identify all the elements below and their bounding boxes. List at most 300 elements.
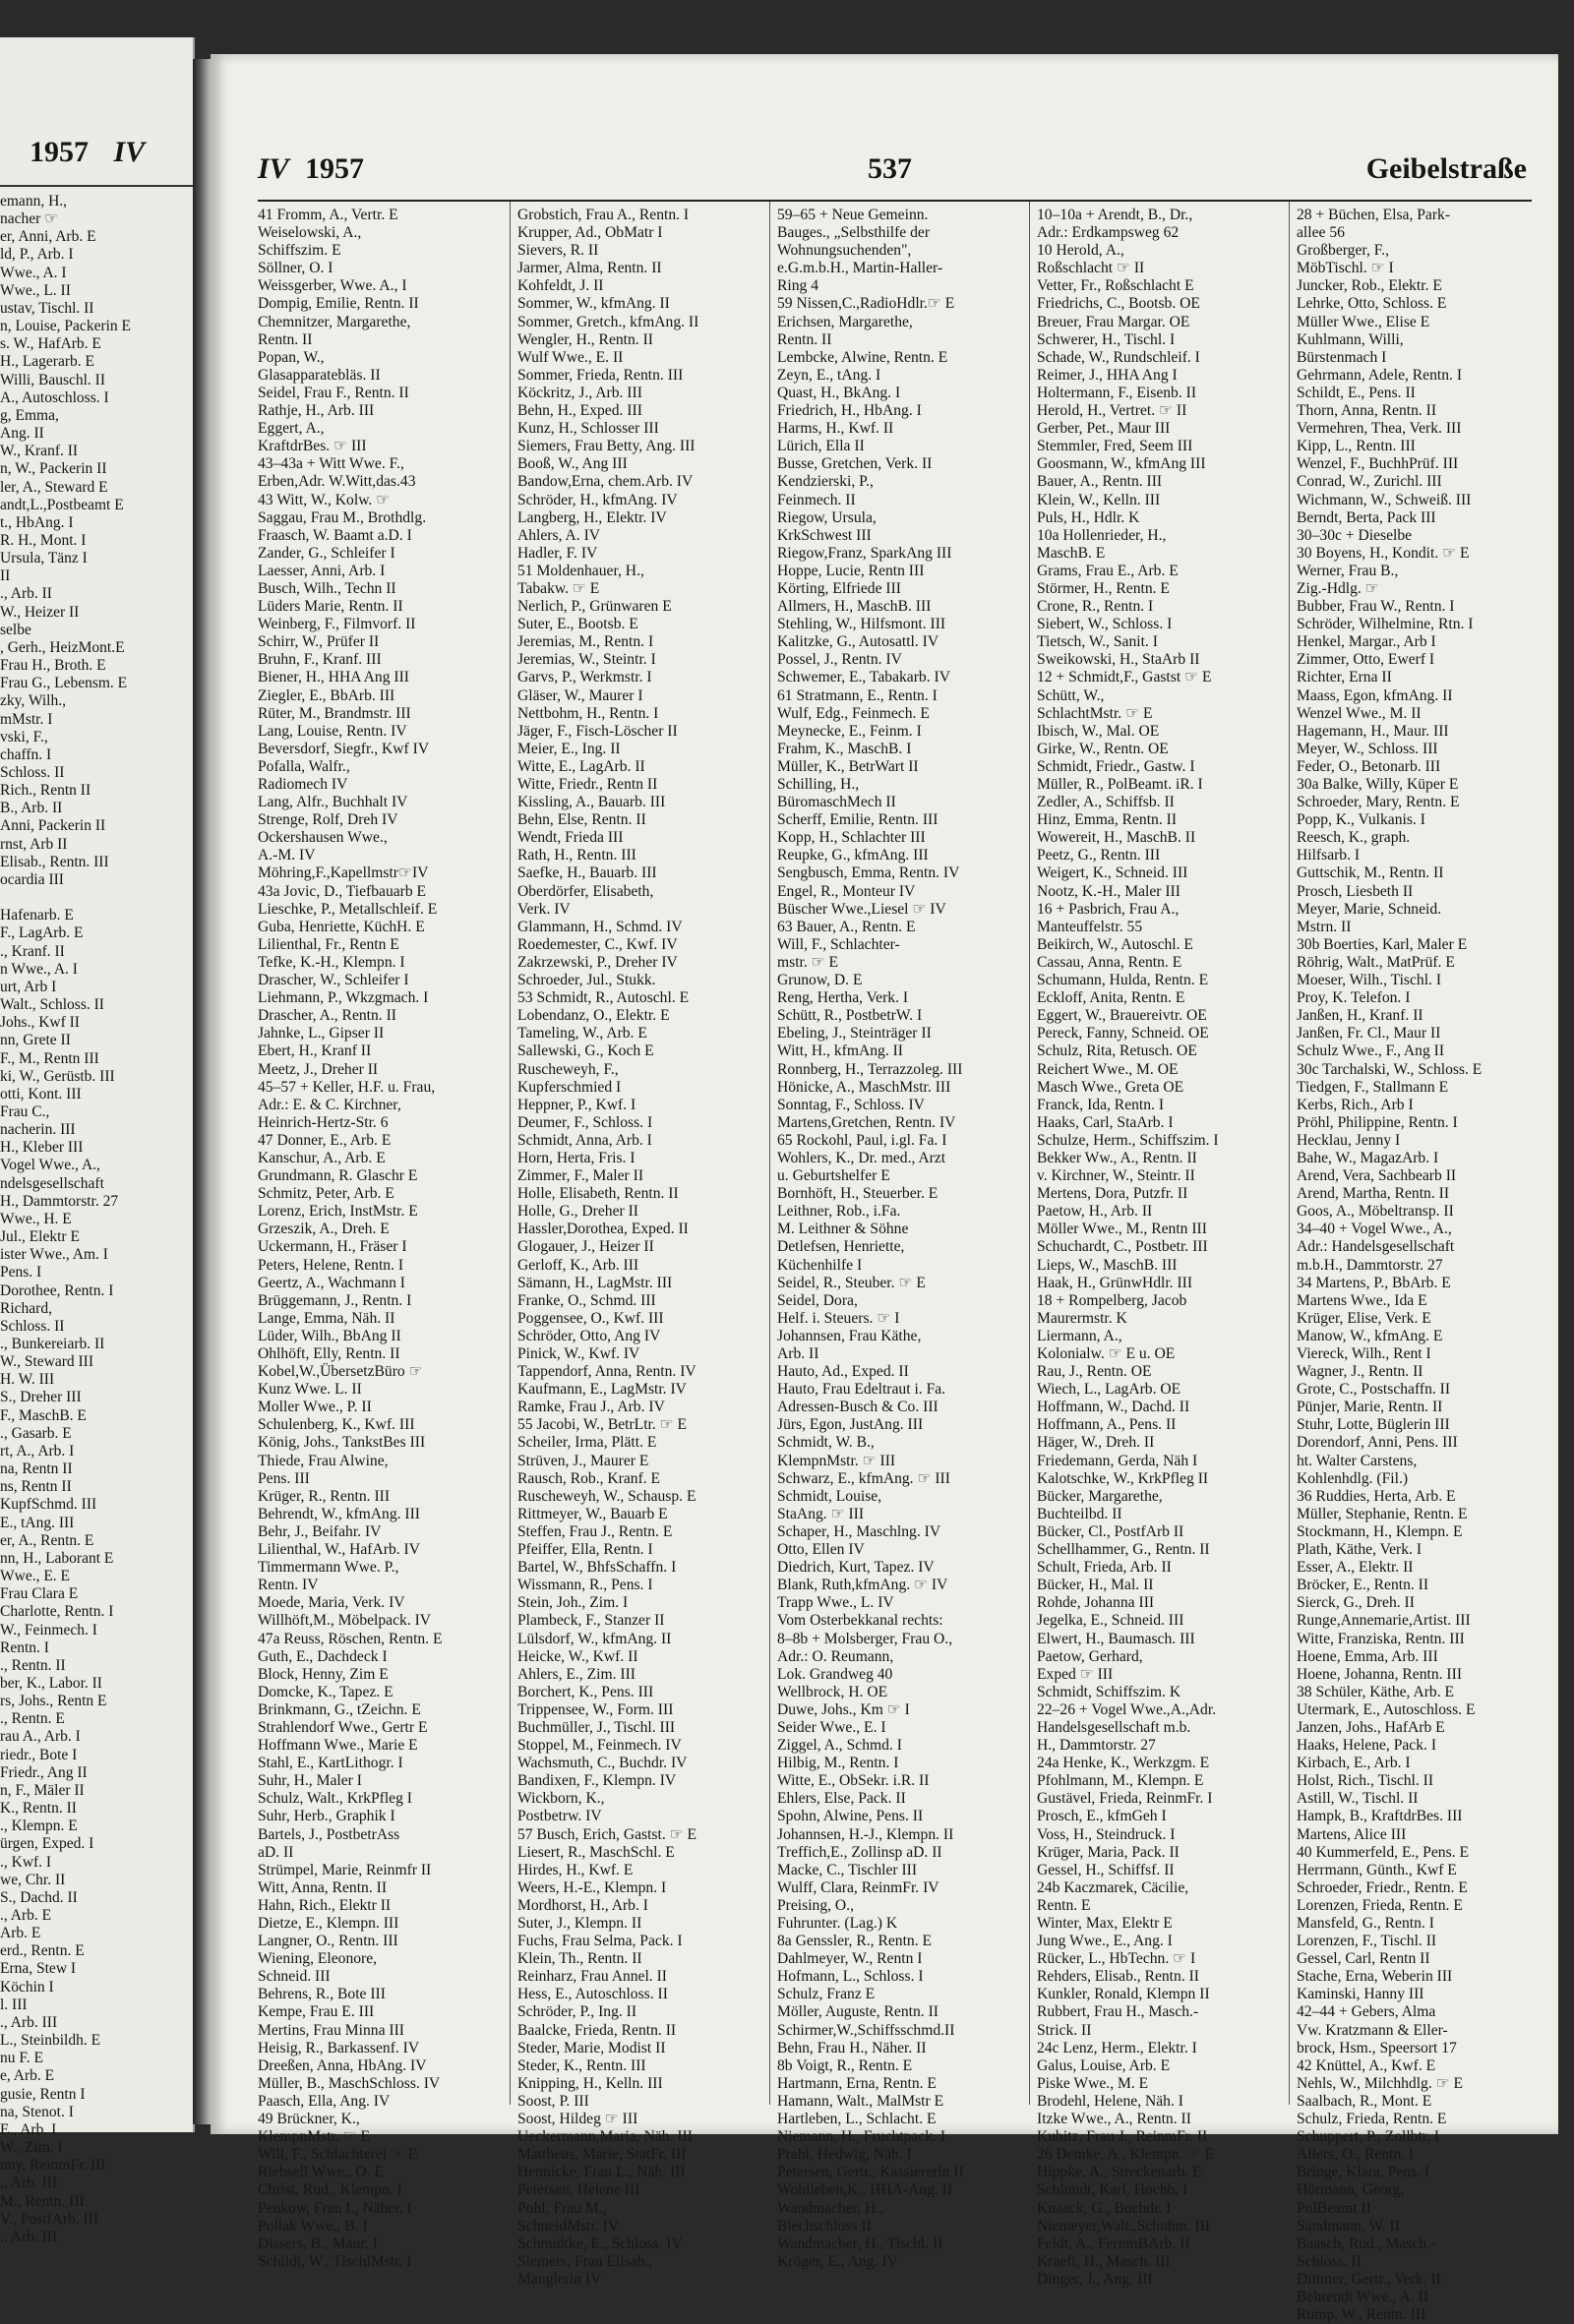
directory-entry: 63 Bauer, A., Rentn. E (777, 918, 916, 935)
left-page-line: L., Steinbildh. E (0, 2032, 101, 2050)
directory-entry: Schaper, H., Maschlng. IV (777, 1522, 941, 1540)
directory-entry: Janßen, Fr. Cl., Maur II (1297, 1025, 1441, 1043)
left-page-line: l. III (0, 1996, 28, 2013)
directory-entry: Niemann, H., Fruchtpack. I (777, 2128, 946, 2146)
directory-entry: Pünjer, Marie, Rentn. II (1297, 1399, 1443, 1416)
directory-entry: Jarmer, Alma, Rentn. II (517, 260, 662, 277)
directory-entry: Manteuffelstr. 55 (1037, 918, 1143, 935)
left-page-line: ., Kranf. II (0, 942, 65, 960)
directory-entry: Hofmann, L., Schloss. I (777, 1968, 924, 1986)
directory-entry: Müller, B., MaschSchloss. IV (258, 2074, 441, 2092)
directory-entry: Müller, Stephanie, Rentn. E (1297, 1505, 1468, 1522)
left-page-line: KupfSchmd. III (0, 1496, 97, 1514)
directory-entry: Schade, W., Rundschleif. I (1037, 348, 1200, 366)
directory-entry: Siebert, W., Schloss. I (1037, 616, 1173, 633)
directory-entry: Eckloff, Anita, Rentn. E (1037, 989, 1185, 1007)
directory-entry: Ueckermann,Maria, Näh. III (517, 2128, 693, 2146)
directory-entry: Pohl, Frau M., (517, 2199, 607, 2217)
directory-entry: 30c Tarchalski, W., Schloss. E (1297, 1060, 1483, 1078)
directory-entry: 40 Kummerfeld, E., Pens. E (1297, 1843, 1469, 1861)
directory-entry: Exped ☞ III (1037, 1665, 1114, 1683)
directory-entry: Lilienthal, W., HafArb. IV (258, 1541, 420, 1559)
directory-entry: Möhring,F.,Kapellmstr☞IV (258, 864, 429, 882)
directory-entry: Geertz, A., Wachmann I (258, 1274, 406, 1291)
directory-entry: Paetow, H., Arb. II (1037, 1203, 1153, 1221)
left-page-line: Erna, Stew I (0, 1960, 77, 1978)
left-page-line: Charlotte, Rentn. I (0, 1603, 114, 1621)
directory-entry: Wandmacher, H., Tischl. II (777, 2235, 943, 2252)
directory-entry: Winter, Max, Elektr E (1037, 1915, 1173, 1932)
directory-entry: 30a Balke, Willy, Küper E (1297, 776, 1459, 793)
directory-entry: Ziggel, A., Schmd. I (777, 1737, 902, 1755)
left-page-line: rau A., Arb. I (0, 1728, 81, 1746)
directory-entry: Vom Osterbekkanal rechts: (777, 1612, 943, 1630)
directory-entry: Martens, Alice III (1297, 1825, 1407, 1843)
directory-entry: Astill, W., Tischl. II (1297, 1790, 1419, 1808)
directory-entry: Horn, Herta, Fris. I (517, 1149, 636, 1166)
directory-entry: Brüggemann, J., Rentn. I (258, 1291, 412, 1309)
directory-entry: 30b Boerties, Karl, Maler E (1297, 935, 1468, 953)
directory-entry: v. Kirchner, W., Steintr. II (1037, 1167, 1195, 1185)
directory-entry: 8a Genssler, R., Rentn. E (777, 1933, 933, 1950)
left-header-year: 1957 (30, 136, 89, 168)
directory-entry: Ehlers, Else, Pack. II (777, 1790, 906, 1808)
directory-entry: Weers, H.-E., Klempn. I (517, 1878, 667, 1896)
left-page-line: Rich., Rentn II (0, 782, 91, 800)
directory-entry: Bubber, Frau W., Rentn. I (1297, 598, 1455, 616)
directory-entry: Kuhlmann, Willi, (1297, 330, 1404, 348)
left-page-line: ., Rentn. E (0, 1710, 65, 1728)
directory-entry: Detlefsen, Henriette, (777, 1238, 905, 1256)
directory-entry: Hartmann, Erna, Rentn. E (777, 2074, 937, 2092)
directory-entry: Hartleben, L., Schlacht. E (777, 2111, 937, 2128)
left-page-line: ., Arb. II (0, 585, 52, 603)
directory-entry: Kendzierski, P., (777, 473, 874, 491)
directory-entry: Otto, Ellen IV (777, 1541, 865, 1559)
directory-entry: Arb. II (777, 1345, 819, 1362)
directory-entry: Behr, J., Beifahr. IV (258, 1522, 382, 1540)
left-page-line: Ang. II (0, 425, 44, 443)
directory-entry: Sengbusch, Emma, Rentn. IV (777, 864, 960, 882)
left-header-rule (0, 185, 193, 187)
directory-entry: Johannsen, H.-J., Klempn. II (777, 1825, 954, 1843)
directory-entry: Kerbs, Rich., Arb I (1297, 1096, 1414, 1113)
directory-entry: Glogauer, J., Heizer II (517, 1238, 654, 1256)
directory-entry: Plath, Käthe, Verk. I (1297, 1541, 1423, 1559)
left-page-line: ., Arb. E (0, 1907, 52, 1924)
left-page-line: urt, Arb I (0, 978, 57, 995)
directory-entry: Kraeft, H., Masch. III (1037, 2252, 1171, 2270)
directory-entry: Schulenberg, K., Kwf. III (258, 1416, 415, 1434)
left-page-line: Frau G., Lebensm. E (0, 675, 128, 692)
directory-entry: 47a Reuss, Röschen, Rentn. E (258, 1630, 443, 1647)
directory-entry: Seidel, Dora, (777, 1291, 858, 1309)
directory-entry: Utermark, E., Autoschloss. E (1297, 1700, 1476, 1718)
page-number: 537 (868, 152, 912, 185)
directory-entry: Schwerer, H., Tischl. I (1037, 330, 1176, 348)
directory-entry: Block, Henny, Zim E (258, 1665, 389, 1683)
directory-entry: Tietsch, W., Sanit. I (1037, 633, 1158, 651)
directory-column-5 (1297, 207, 1525, 2324)
directory-entry: Seidel, R., Steuber. ☞ E (777, 1274, 926, 1291)
directory-entry: Witte, E., ObSekr. i.R. II (777, 1772, 930, 1790)
directory-entry: 34 Martens, P., BbArb. E (1297, 1274, 1451, 1291)
left-page-line: er, A., Rentn. E (0, 1531, 94, 1549)
directory-entry: Dahlmeyer, W., Rentn I (777, 1950, 923, 1968)
directory-entry: Sievers, R. II (517, 242, 599, 260)
directory-entry: Sommer, W., kfmAng. II (517, 295, 670, 313)
directory-entry: Mattheus, Marie, StatFr. III (517, 2146, 687, 2164)
directory-entry: Domcke, K., Tapez. E (258, 1683, 394, 1700)
directory-entry: Kohlenhdlg. (Fil.) (1297, 1469, 1409, 1487)
directory-entry: Hadler, F. IV (517, 544, 598, 562)
directory-entry: KlempnMstr. ☞ III (777, 1452, 896, 1469)
directory-entry: Haaks, Helene, Pack. I (1297, 1737, 1437, 1755)
directory-entry: Hampk, B., KraftdrBes. III (1297, 1808, 1463, 1825)
directory-entry: 34–40 + Vogel Wwe., A., (1297, 1221, 1452, 1238)
left-page-line: nn, Grete II (0, 1032, 71, 1049)
directory-entry: 42–44 + Gebers, Alma (1297, 2003, 1436, 2021)
directory-entry: Holle, Elisabeth, Rentn. II (517, 1185, 679, 1203)
directory-entry: Haaks, Carl, StaArb. I (1037, 1113, 1174, 1131)
directory-entry: Pröhl, Philippine, Rentn. I (1297, 1113, 1458, 1131)
directory-entry: Rausch, Rob., Kranf. E (517, 1469, 661, 1487)
directory-entry: Glasapparatebläs. II (258, 366, 381, 384)
directory-entry: Oberdörfer, Elisabeth, (517, 882, 654, 900)
directory-entry: PolBeamt II (1297, 2199, 1371, 2217)
directory-entry: Itzke Wwe., A., Rentn. II (1037, 2111, 1191, 2128)
directory-entry: Poggensee, O., Kwf. III (517, 1309, 664, 1327)
directory-entry: Wohnungsuchenden", (777, 242, 912, 260)
directory-entry: Schmitz, Peter, Arb. E (258, 1185, 394, 1203)
directory-entry: Rath, H., Rentn. III (517, 847, 636, 864)
directory-entry: Garvs, P., Werkmstr. I (517, 669, 652, 686)
directory-entry: Schiffszim. E (258, 242, 341, 260)
directory-entry: Allmers, H., MaschB. III (777, 598, 932, 616)
directory-entry: 28 + Büchen, Elsa, Park- (1297, 207, 1451, 223)
directory-entry: Bröcker, E., Rentn. II (1297, 1577, 1429, 1594)
directory-entry: Timmermann Wwe. P., (258, 1559, 399, 1577)
directory-entry: Kubitz, Frau J., ReinmFr. II (1037, 2128, 1208, 2146)
left-page-line: Rentn. I (0, 1639, 49, 1656)
directory-entry: Treffich,E., Zollinsp aD. II (777, 1843, 942, 1861)
left-page-line: nacherin. III (0, 1121, 76, 1139)
directory-entry: Schroeder, Friedr., Rentn. E (1297, 1878, 1468, 1896)
directory-entry: Schulz, Franz E (777, 1986, 876, 2003)
directory-entry: Schult, Frieda, Arb. II (1037, 1559, 1172, 1577)
directory-entry: Kalitzke, G., Autosattl. IV (777, 633, 939, 651)
left-page-line: ., Rentn. II (0, 1656, 66, 1674)
directory-entry: Ramke, Frau J., Arb. IV (517, 1399, 665, 1416)
directory-entry: 61 Stratmann, E., Rentn. I (777, 686, 938, 704)
street-name: Geibelstraße (1365, 152, 1527, 185)
left-page-line: E., Arb. I (0, 2120, 57, 2138)
directory-entry: Uckermann, H., Fräser I (258, 1238, 407, 1256)
directory-entry: Müller, R., PolBeamt. iR. I (1037, 776, 1203, 793)
directory-entry: Bürstenmach I (1297, 348, 1387, 366)
directory-entry: Bahe, W., MagazArb. I (1297, 1149, 1439, 1166)
directory-entry: Adr.: Erdkampsweg 62 (1037, 224, 1180, 242)
directory-entry: Martens,Gretchen, Rentn. IV (777, 1113, 956, 1131)
directory-entry: Hilbig, M., Rentn. I (777, 1755, 899, 1772)
directory-entry: Franke, O., Schmd. III (517, 1291, 656, 1309)
left-page-line: ., Arb. III (0, 2175, 58, 2192)
directory-entry: Langner, O., Rentn. III (258, 1933, 398, 1950)
directory-entry: Lüders Marie, Rentn. II (258, 598, 403, 616)
directory-entry: Hirdes, H., Kwf. E (517, 1861, 634, 1878)
directory-entry: SchlachtMstr. ☞ E (1037, 704, 1153, 722)
directory-entry: KlempnMstr. ☞ E (258, 2128, 371, 2146)
directory-entry: Rüter, M., Brandmstr. III (258, 704, 411, 722)
directory-entry: Schulz, Rita, Retusch. OE (1037, 1043, 1197, 1060)
directory-entry: Kupferschmied I (517, 1078, 622, 1096)
directory-entry: Bauges., „Selbsthilfe der (777, 224, 931, 242)
directory-entry: Friedrichs, C., Bootsb. OE (1037, 295, 1200, 313)
directory-entry: Liehmann, P., Wkzgmach. I (258, 989, 429, 1007)
directory-entry: Pofalla, Walfr., (258, 757, 350, 775)
directory-entry: Krüger, R., Rentn. III (258, 1487, 391, 1505)
directory-entry: Holtermann, F., Eisenb. II (1037, 384, 1197, 401)
directory-entry: Meetz, J., Dreher II (258, 1060, 379, 1078)
directory-entry: Kunkler, Ronald, Klempn II (1037, 1986, 1210, 2003)
left-page-line: selbe (0, 621, 31, 638)
directory-entry: Goos, A., Möbeltransp. II (1297, 1203, 1454, 1221)
directory-entry: Behn, H., Exped. III (517, 402, 642, 420)
directory-entry: Schröder, P., Ing. II (517, 2003, 637, 2021)
directory-entry: Soost, Hildeg ☞ III (517, 2111, 638, 2128)
directory-entry: Hörmann, Georg, (1297, 2181, 1405, 2199)
directory-entry: Lorenzen, F., Tischl. II (1297, 1933, 1437, 1950)
directory-entry: Werner, Frau B., (1297, 562, 1399, 579)
directory-entry: Hinz, Emma, Rentn. II (1037, 811, 1178, 829)
directory-entry: Rittmeyer, W., Bauarb E (517, 1505, 668, 1522)
directory-entry: Schütt, W., (1037, 686, 1105, 704)
directory-entry: Lilienthal, Fr., Rentn E (258, 935, 399, 953)
directory-entry: Reupke, G., kfmAng. III (777, 847, 929, 864)
directory-entry: Schildt, W., TischlMstr. I (258, 2252, 412, 2270)
directory-entry: Kunz Wwe. L. II (258, 1381, 362, 1399)
directory-entry: Feinmech. II (777, 491, 856, 508)
left-page-line: S., Dreher III (0, 1389, 82, 1406)
directory-entry: Christ, Rud., Klempn. I (258, 2181, 402, 2199)
directory-entry: Reng, Hertha, Verk. I (777, 989, 909, 1007)
directory-entry: allee 56 (1297, 224, 1345, 242)
left-page-line: t., HbAng. I (0, 513, 74, 531)
directory-entry: Schumann, Hulda, Rentn. E (1037, 972, 1209, 989)
directory-entry: Sweikowski, H., StaArb II (1037, 651, 1200, 669)
directory-entry: Kaufmann, E., LagMstr. IV (517, 1381, 687, 1399)
directory-entry: 8–8b + Molsberger, Frau O., (777, 1630, 953, 1647)
directory-entry: Wiech, L., LagArb. OE (1037, 1381, 1181, 1399)
directory-entry: Hoffmann, W., Dachd. II (1037, 1399, 1190, 1416)
directory-entry: Girke, W., Rentn. OE (1037, 740, 1169, 757)
left-page-line: nny, ReinmFr. III (0, 2157, 106, 2175)
directory-entry: Radiomech IV (258, 776, 348, 793)
directory-entry: Zig.-Hdlg. ☞ (1297, 579, 1379, 597)
directory-entry: Nettbohm, H., Rentn. I (517, 704, 659, 722)
directory-entry: 38 Schüler, Käthe, Arb. E (1297, 1683, 1455, 1700)
directory-entry: Grobstich, Frau A., Rentn. I (517, 207, 690, 223)
directory-entry: Krüger, Maria, Pack. II (1037, 1843, 1180, 1861)
directory-entry: Möller, Auguste, Rentn. II (777, 2003, 938, 2021)
directory-entry: Witte, Friedr., Rentn II (517, 776, 658, 793)
directory-entry: Rentn. E (1037, 1896, 1091, 1914)
directory-entry: Lobendanz, O., Elektr. E (517, 1007, 670, 1025)
directory-entry: Stein, Joh., Zim. I (517, 1594, 629, 1612)
directory-entry: Heinrich-Hertz-Str. 6 (258, 1113, 389, 1131)
directory-entry: Juncker, Rob., Elektr. E (1297, 277, 1442, 295)
directory-entry: Schröder, H., kfmAng. IV (517, 491, 678, 508)
left-page-line: rs, Johs., Rentn E (0, 1693, 107, 1710)
directory-entry: Zimmer, Otto, Ewerf I (1297, 651, 1435, 669)
directory-entry: 10–10a + Arendt, B., Dr., (1037, 207, 1193, 223)
directory-entry: Wissmann, R., Pens. I (517, 1577, 653, 1594)
left-page-line: V., PostfArb. III (0, 2210, 99, 2228)
book-spine (193, 59, 211, 2124)
left-page-line: ister Wwe., Am. I (0, 1246, 108, 1264)
left-page-line: ler, A., Steward E (0, 478, 108, 496)
directory-column-4 (1037, 207, 1265, 2289)
right-page-header (258, 152, 1527, 192)
directory-entry: Bücker, H., Mal. II (1037, 1577, 1154, 1594)
directory-entry: Kaminski, Hanny III (1297, 1986, 1424, 2003)
directory-entry: Helf. i. Steuers. ☞ I (777, 1309, 900, 1327)
directory-entry: Bücker, Cl., PostfArb II (1037, 1522, 1184, 1540)
left-page-line: R. H., Mont. I (0, 531, 87, 549)
directory-entry: Petersen, Gertr., Kassiererin II (777, 2164, 964, 2181)
directory-entry: Grzeszik, A., Dreh. E (258, 1221, 390, 1238)
directory-entry: Puls, H., Hdlr. K (1037, 508, 1140, 526)
directory-entry: Siemers, Frau Betty, Ang. III (517, 438, 696, 455)
directory-entry: Prosch, Liesbeth II (1297, 882, 1414, 900)
directory-entry: Reichert Wwe., M. OE (1037, 1060, 1179, 1078)
directory-entry: Thorn, Anna, Rentn. II (1297, 402, 1437, 420)
left-header-roman: IV (113, 136, 146, 168)
directory-entry: Hoene, Johanna, Rentn. III (1297, 1665, 1463, 1683)
directory-entry: Wulf, Edg., Feinmech. E (777, 704, 930, 722)
directory-entry: Schütt, R., PostbetrW. I (777, 1007, 923, 1025)
directory-entry: Pfohlmann, M., Klempn. E (1037, 1772, 1204, 1790)
directory-entry: Häger, W., Dreh. II (1037, 1434, 1155, 1452)
directory-entry: Knaack, G., Buchdr. I (1037, 2199, 1172, 2217)
directory-entry: Schröder, Otto, Ang IV (517, 1327, 661, 1344)
directory-entry: Quast, H., BkAng. I (777, 384, 901, 401)
directory-entry: Grote, C., Postschaffn. II (1297, 1381, 1451, 1399)
directory-entry: Stuhr, Lotte, Büglerin III (1297, 1416, 1450, 1434)
directory-entry: Tiedgen, F., Stallmann E (1297, 1078, 1449, 1096)
directory-entry: 24b Kaczmarek, Cäcilie, (1037, 1878, 1189, 1896)
directory-entry: Petersen, Helene III (517, 2181, 640, 2199)
left-page-line: rt, A., Arb. I (0, 1442, 75, 1460)
left-page-line: na, Rentn II (0, 1460, 73, 1478)
directory-entry: Ahlers, A. IV (517, 526, 601, 544)
directory-entry: Lülsdorf, W., kfmAng. II (517, 1630, 672, 1647)
left-page-line: W., Zim. I (0, 2139, 63, 2157)
directory-entry: H., Dammtorstr. 27 (1037, 1737, 1156, 1755)
directory-entry: Riegow,Franz, SparkAng III (777, 544, 952, 562)
directory-entry: Soost, P. III (517, 2092, 589, 2110)
directory-entry: Macke, C., Tischler III (777, 1861, 918, 1878)
directory-entry: StaAng. ☞ III (777, 1505, 865, 1522)
directory-entry: Behn, Frau H., Näher. II (777, 2039, 927, 2056)
directory-entry: Tappendorf, Anna, Rentn. IV (517, 1363, 696, 1381)
directory-entry: Schulze, Herm., Schiffszim. I (1037, 1131, 1219, 1149)
left-page-line: ki, W., Gerüstb. III (0, 1067, 115, 1085)
directory-entry: Jung Wwe., E., Ang. I (1037, 1933, 1173, 1950)
left-page-line: s. W., HafArb. E (0, 335, 101, 353)
left-page-line: W., Steward III (0, 1353, 93, 1371)
directory-entry: Dreeßen, Anna, HbAng. IV (258, 2056, 427, 2074)
left-page-line: H., Lagerarb. E (0, 353, 94, 371)
directory-entry: 30 Boyens, H., Kondit. ☞ E (1297, 544, 1470, 562)
directory-entry: Röhrig, Walt., MatPrüf. E (1297, 953, 1455, 971)
left-page-line: K., Rentn. II (0, 1800, 77, 1817)
directory-entry: Kirbach, E., Arb. I (1297, 1755, 1411, 1772)
directory-entry: Strick. II (1037, 2021, 1092, 2039)
directory-entry: 8b Voigt, R., Rentn. E (777, 2056, 913, 2074)
directory-entry: Richter, Erna II (1297, 669, 1392, 686)
directory-entry: Pens. III (258, 1469, 310, 1487)
directory-entry: Booß, W., Ang III (517, 455, 628, 473)
directory-entry: SchneidMstr. IV (517, 2217, 620, 2235)
directory-entry: 47 Donner, E., Arb. E (258, 1131, 392, 1149)
left-page-line: Jul., Elektr E (0, 1228, 80, 1246)
directory-entry: Stemmler, Fred, Seem III (1037, 438, 1193, 455)
directory-entry: Gläser, W., Maurer I (517, 686, 643, 704)
left-page-line: Frau C., (0, 1102, 50, 1120)
directory-entry: Schmidt, Louise, (777, 1487, 882, 1505)
directory-entry: Dittmer, Gertr., Verk. II (1297, 2270, 1441, 2288)
directory-entry: Buchmüller, J., Tischl. III (517, 1718, 676, 1736)
left-page-line: ndelsgesellschaft (0, 1174, 104, 1192)
directory-entry: Gerber, Pet., Maur III (1037, 420, 1171, 438)
left-page-line: Wwe., E. E (0, 1568, 71, 1585)
directory-entry: Schmidt, Friedr., Gastw. I (1037, 757, 1195, 775)
directory-entry: Chemnitzer, Margarethe, (258, 313, 411, 330)
directory-entry: Strahlendorf Wwe., Gertr E (258, 1718, 428, 1736)
directory-entry: Rentn. IV (258, 1577, 319, 1594)
directory-entry: Behrens, R., Bote III (258, 1986, 386, 2003)
directory-entry: Herold, H., Vertret. ☞ II (1037, 402, 1187, 420)
directory-entry: Siemers, Frau Elisab., (517, 2252, 653, 2270)
left-page-line: H., Dammtorstr. 27 (0, 1192, 119, 1210)
directory-entry: Tameling, W., Arb. E (517, 1025, 647, 1043)
left-page-line: na, Stenot. I (0, 2103, 74, 2120)
directory-entry: Klein, W., Kelln. III (1037, 491, 1161, 508)
directory-entry: Suhr, H., Maler I (258, 1772, 362, 1790)
directory-entry: Schellhammer, G., Rentn. II (1037, 1541, 1210, 1559)
directory-entry: Proy, K. Telefon. I (1297, 989, 1411, 1007)
directory-entry: Blechschloss II (777, 2217, 872, 2235)
directory-entry: Paasch, Ella, Ang. IV (258, 2092, 391, 2110)
left-page-line: W., Kranf. II (0, 443, 79, 460)
directory-entry: Drascher, A., Rentn. II (258, 1007, 396, 1025)
directory-entry: 10a Hollenrieder, H., (1037, 526, 1167, 544)
directory-entry: Mordhorst, H., Arb. I (517, 1896, 648, 1914)
directory-entry: Lang, Alfr., Buchhalt IV (258, 794, 408, 811)
directory-entry: Verk. IV (517, 900, 571, 918)
directory-entry: Heisig, R., Barkassenf. IV (258, 2039, 420, 2056)
directory-entry: Wellbrock, H. OE (777, 1683, 888, 1700)
left-page-line: H., Kleber III (0, 1139, 84, 1157)
directory-entry: Herrmann, Günth., Kwf E (1297, 1861, 1457, 1878)
directory-entry: Peetz, G., Rentn. III (1037, 847, 1161, 864)
directory-entry: Spohn, Alwine, Pens. II (777, 1808, 924, 1825)
directory-entry: Roßschlacht ☞ II (1037, 260, 1145, 277)
directory-entry: Lembcke, Alwine, Rentn. E (777, 348, 948, 366)
directory-entry: Schildt, E., Pens. II (1297, 384, 1416, 401)
directory-entry: Schmidt, W. B., (777, 1434, 875, 1452)
